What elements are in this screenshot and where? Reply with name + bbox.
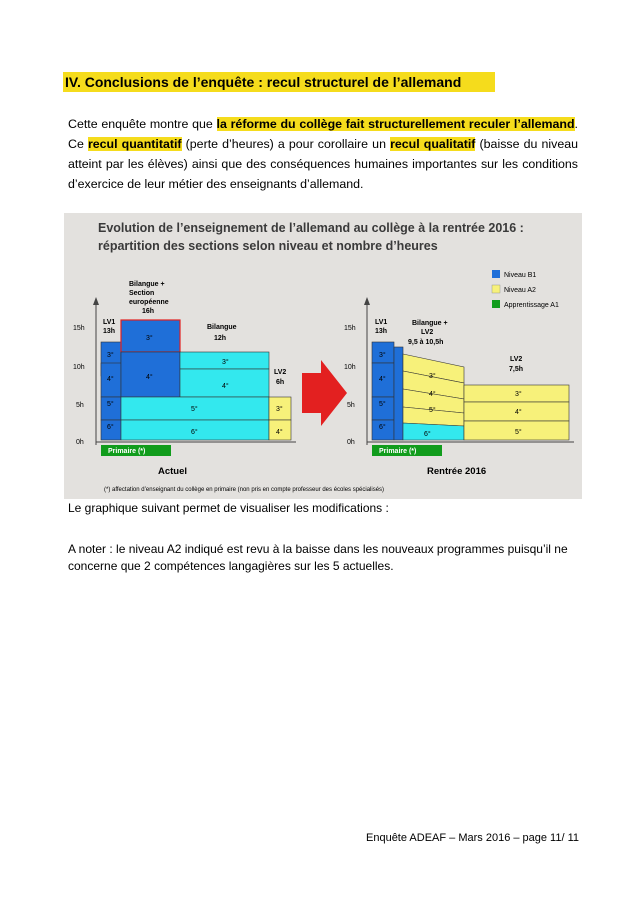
right-primaire: Primaire (*)	[379, 448, 417, 455]
left-bil-3: européenne	[129, 299, 169, 306]
right-cell-c3: 3°	[515, 391, 522, 398]
right-ytick-0: 0h	[347, 439, 355, 446]
figure-diagram	[64, 213, 582, 499]
left-cell-c5: 5°	[191, 406, 198, 413]
para-text-4: (baisse du niveau atteint par les élèves) ainsi que des conséquences humaines importantes sur les conditions d’exercice de leur métier des enseignants d’allemand.	[68, 137, 578, 191]
right-cell-a5: 5°	[379, 401, 386, 408]
para-text-3: (perte d’heures) a pour corollaire un	[181, 137, 391, 151]
left-bil-1: Bilangue +	[129, 281, 165, 288]
left-lv1: LV1	[103, 319, 116, 326]
left-cell-c6: 6°	[191, 429, 198, 436]
left-primaire: Primaire (*)	[108, 448, 146, 455]
right-cell-b5: 5°	[429, 407, 436, 414]
right-cell-c5: 5°	[515, 429, 522, 436]
right-bil-2: LV2	[421, 329, 434, 336]
para-highlight-2: recul quantitatif	[87, 137, 182, 151]
right-bil-3: 9,5 à 10,5h	[408, 339, 444, 346]
legend-swatch-b1	[492, 270, 500, 278]
right-chart-label: Rentrée 2016	[427, 466, 487, 477]
left-ytick-15: 15h	[73, 325, 85, 332]
left-cell-a3: 3°	[107, 352, 114, 359]
para-highlight-3: recul qualitatif	[390, 137, 476, 151]
left-bilb-1: Bilangue	[207, 324, 237, 331]
legend-label-a2: Niveau A2	[504, 287, 536, 294]
body-paragraph	[68, 114, 578, 194]
right-cell-b4: 4°	[429, 391, 436, 398]
right-ytick-15: 15h	[344, 325, 356, 332]
figure-title-1: Evolution de l’enseignement de l’allemand au collège à la rentrée 2016 :	[98, 221, 524, 235]
left-bil-2: Section	[129, 290, 155, 297]
left-cell-a6: 6°	[107, 424, 114, 431]
page-footer: Enquête ADEAF – Mars 2016 – page 11/ 11	[366, 832, 580, 844]
figure-caption: Le graphique suivant permet de visualiser les modifications :	[68, 501, 389, 515]
right-cell-c4: 4°	[515, 409, 522, 416]
left-lv2: LV2	[274, 369, 287, 376]
left-ytick-10: 10h	[73, 364, 85, 371]
left-ytick-5: 5h	[76, 402, 84, 409]
right-cell-b3: 3°	[429, 373, 436, 380]
right-cell-a6: 6°	[379, 424, 386, 431]
legend-swatch-a2	[492, 285, 500, 293]
left-ytick-0: 0h	[76, 439, 84, 446]
left-cell-b3: 3°	[146, 335, 153, 342]
left-cell-b4: 4°	[146, 374, 153, 381]
figure-footnote: (*) affectation d’enseignant du collège en primaire (non pris en compte professeur des écoles spécialisés)	[104, 487, 385, 493]
left-lv2-hours: 6h	[276, 379, 285, 386]
para-text-1: Cette enquête montre que	[68, 117, 217, 131]
left-lv1-hours: 13h	[103, 328, 116, 335]
left-cell-d3: 3°	[276, 406, 283, 413]
right-cell-a3: 3°	[379, 352, 386, 359]
right-cell-b6: 6°	[424, 431, 431, 438]
right-lv2-hours: 7,5h	[509, 366, 524, 373]
note-paragraph: A noter : le niveau A2 indiqué est revu à la baisse dans les nouveaux programmes puisqu’il ne concerne que 2 compétences langagières sur les 5 actuelles.	[68, 542, 568, 573]
left-cell-a5: 5°	[107, 401, 114, 408]
left-cell-d4: 4°	[276, 429, 283, 436]
right-ytick-5: 5h	[347, 402, 355, 409]
left-cell-c4: 4°	[222, 383, 229, 390]
left-chart	[73, 281, 296, 477]
right-ytick-10: 10h	[344, 364, 356, 371]
section-heading: IV. Conclusions de l’enquête : recul structurel de l’allemand	[63, 72, 495, 92]
right-lv1-hours: 13h	[375, 328, 388, 335]
left-chart-label: Actuel	[158, 466, 188, 477]
legend-label-b1: Niveau B1	[504, 272, 537, 279]
left-bil-4: 16h	[142, 308, 155, 315]
left-bilb-2: 12h	[214, 335, 227, 342]
right-bil-1: Bilangue +	[412, 320, 448, 327]
legend-label-a1: Apprentissage A1	[504, 302, 559, 309]
para-text-2: . Ce	[68, 117, 578, 151]
left-cell-a4: 4°	[107, 376, 114, 383]
left-cell-c3: 3°	[222, 359, 229, 366]
right-chart	[344, 297, 574, 477]
right-lv2: LV2	[510, 356, 523, 363]
red-arrow	[302, 360, 347, 426]
para-highlight-1: la réforme du collège fait structurellement reculer l’allemand	[216, 117, 575, 131]
legend-swatch-a1	[492, 300, 500, 308]
right-lv1: LV1	[375, 319, 388, 326]
figure-title-2: répartition des sections selon niveau et nombre d’heures	[98, 239, 438, 253]
right-cell-a4: 4°	[379, 376, 386, 383]
